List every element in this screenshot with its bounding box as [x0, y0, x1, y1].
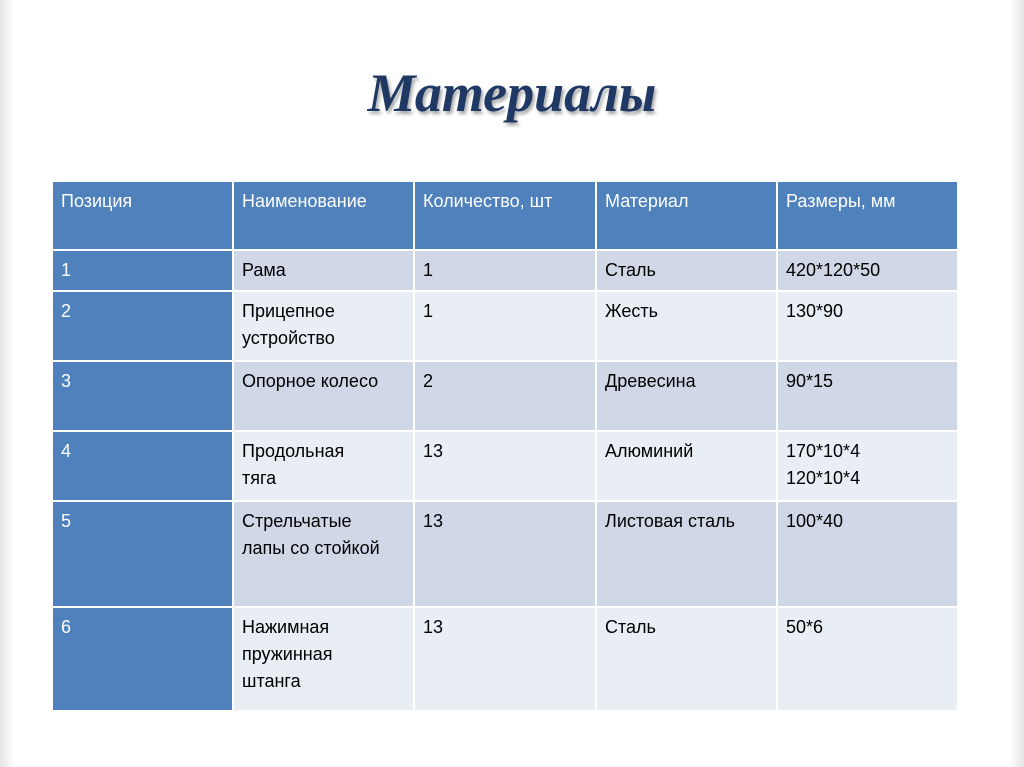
- header-position: Позиция: [52, 181, 233, 250]
- table-row: [52, 361, 958, 431]
- cell-position: 1: [52, 250, 233, 291]
- cell-material: Древесина: [596, 361, 777, 431]
- cell-size: [777, 250, 958, 291]
- cell-name-line: Опорное колесо: [242, 371, 379, 391]
- cell-size-line: 50*6: [786, 617, 824, 637]
- cell-name-line: Прицепное: [242, 301, 335, 321]
- cell-name-line: устройство: [242, 328, 335, 348]
- cell-position: 4: [52, 431, 233, 501]
- cell-size: [777, 291, 958, 361]
- cell-quantity: 2: [414, 361, 596, 431]
- materials-table: [51, 180, 959, 712]
- cell-name-line: лапы со стойкой: [242, 538, 380, 558]
- page-title: Материалы: [367, 63, 657, 123]
- cell-size-line: 100*40: [786, 511, 844, 531]
- cell-name-line: тяга: [242, 468, 277, 488]
- table-row: [52, 607, 958, 711]
- cell-material: Сталь: [596, 607, 777, 711]
- cell-name: [233, 361, 414, 431]
- cell-quantity: 1: [414, 250, 596, 291]
- cell-name-line: Стрельчатые: [242, 511, 352, 531]
- cell-size: [777, 607, 958, 711]
- cell-size: [777, 361, 958, 431]
- cell-name: [233, 501, 414, 607]
- cell-material: Жесть: [596, 291, 777, 361]
- cell-name-line: штанга: [242, 671, 301, 691]
- cell-name: [233, 291, 414, 361]
- cell-name: [233, 250, 414, 291]
- cell-size: [777, 431, 958, 501]
- table-row: [52, 291, 958, 361]
- header-name: Наименование: [233, 181, 414, 250]
- cell-quantity: 1: [414, 291, 596, 361]
- cell-size-line: 120*10*4: [786, 468, 861, 488]
- header-quantity: Количество, шт: [414, 181, 596, 250]
- cell-name-line: Рама: [242, 260, 286, 280]
- cell-size-line: 90*15: [786, 371, 834, 391]
- header-size: Размеры, мм: [777, 181, 958, 250]
- cell-position: 5: [52, 501, 233, 607]
- cell-quantity: 13: [414, 501, 596, 607]
- cell-size-line: 170*10*4: [786, 441, 861, 461]
- cell-position: 6: [52, 607, 233, 711]
- cell-name: [233, 607, 414, 711]
- cell-material: Сталь: [596, 250, 777, 291]
- cell-material: Алюминий: [596, 431, 777, 501]
- cell-quantity: 13: [414, 431, 596, 501]
- table-row: [52, 250, 958, 291]
- cell-name-line: Нажимная: [242, 617, 330, 637]
- table-row: [52, 431, 958, 501]
- cell-size-line: 420*120*50: [786, 260, 881, 280]
- cell-name-line: Продольная: [242, 441, 345, 461]
- cell-quantity: 13: [414, 607, 596, 711]
- cell-name-line: пружинная: [242, 644, 333, 664]
- cell-size-line: 130*90: [786, 301, 844, 321]
- cell-name: [233, 431, 414, 501]
- table-row: [52, 501, 958, 607]
- cell-size: [777, 501, 958, 607]
- cell-position: 3: [52, 361, 233, 431]
- cell-position: 2: [52, 291, 233, 361]
- header-material: Материал: [596, 181, 777, 250]
- table-header-row: [52, 181, 958, 250]
- cell-material: Листовая сталь: [596, 501, 777, 607]
